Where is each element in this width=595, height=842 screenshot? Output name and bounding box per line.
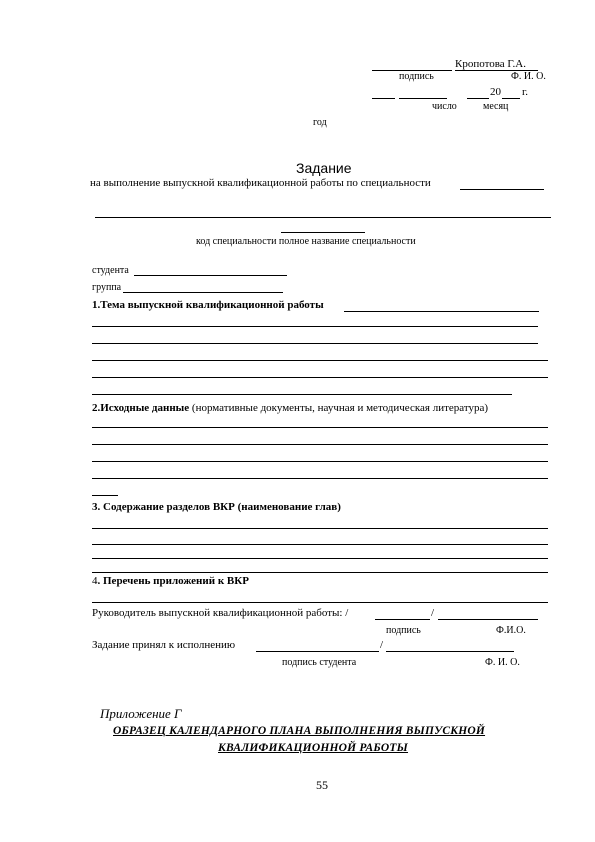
page-number: 55	[316, 778, 328, 792]
specialty-inline-line	[460, 189, 544, 190]
approval-podpis-caption: подпись	[399, 71, 434, 82]
accepted-fio-line	[386, 651, 514, 652]
specialty-full-line	[95, 217, 551, 218]
approval-year-prefix-line	[467, 98, 489, 99]
supervisor-fio-line	[438, 619, 538, 620]
group-line	[123, 292, 283, 293]
approval-year-prefix: 20	[490, 86, 501, 98]
approval-god-caption: год	[313, 117, 327, 128]
specialty-caption: код специальности полное название специальности	[196, 236, 416, 247]
supervisor-podpis-caption: подпись	[386, 625, 421, 636]
appendix-title-line-2: КВАЛИФИКАЦИОННОЙ РАБОТЫ	[218, 742, 409, 754]
section-4-number: 4	[92, 575, 98, 587]
page-title: Задание	[296, 160, 352, 176]
approval-day-line	[372, 98, 395, 99]
page-subtitle: на выполнение выпускной квалификационной работы по специальности	[90, 177, 431, 189]
section-1-line-2	[92, 343, 538, 344]
section-3-title: 3. Содержание разделов ВКР (наименование глав)	[92, 501, 341, 513]
supervisor-sep: /	[431, 607, 435, 619]
section-2-note: (нормативные документы, научная и методическая литература)	[191, 402, 489, 414]
student-podpis-caption: подпись студента	[282, 657, 357, 668]
student-fio-caption: Ф. И. О.	[485, 657, 520, 668]
accepted-sep: /	[380, 639, 384, 651]
accepted-label: Задание принял к исполнению	[92, 639, 236, 651]
supervisor-signature-line	[375, 619, 430, 620]
approval-fio-caption: Ф. И. О.	[511, 71, 546, 82]
appendix-title-line-1: ОБРАЗЕЦ КАЛЕНДАРНОГО ПЛАНА ВЫПОЛНЕНИЯ ВЫПУСКНОЙ	[113, 725, 486, 737]
approval-year-suffix-line	[502, 98, 520, 99]
approval-name: Кропотова Г.А.	[455, 58, 526, 70]
section-4-title: . Перечень приложений к ВКР	[97, 575, 249, 587]
section-1-line-4	[92, 377, 548, 378]
section-2-line-5	[92, 495, 118, 496]
section-3-line-1	[92, 528, 548, 529]
supervisor-label: Руководитель выпускной квалификационной работы: /	[92, 607, 349, 619]
section-2-line-3	[92, 461, 548, 462]
approval-month-line	[399, 98, 447, 99]
approval-year-letter: г.	[522, 86, 529, 98]
section-3-line-3	[92, 558, 548, 559]
student-label: студента	[92, 265, 129, 276]
section-1-line-5	[92, 394, 512, 395]
section-2-line-1	[92, 427, 548, 428]
approval-chislo-caption: число	[432, 101, 457, 112]
section-1-title: 1.Тема выпускной квалификационной работы	[92, 299, 324, 311]
group-label: группа	[92, 282, 122, 293]
section-4-heading	[92, 575, 249, 587]
section-2-title: 2.Исходные данные	[92, 402, 190, 414]
accepted-signature-line	[256, 651, 379, 652]
section-4-line-1	[92, 602, 548, 603]
section-1-title-line	[344, 311, 539, 312]
section-2-line-2	[92, 444, 548, 445]
appendix-label: Приложение Г	[100, 706, 182, 721]
section-3-line-2	[92, 544, 548, 545]
supervisor-fio-caption: Ф.И.О.	[496, 625, 526, 636]
section-2-line-4	[92, 478, 548, 479]
approval-mesyats-caption: месяц	[483, 101, 509, 112]
student-line	[134, 275, 287, 276]
specialty-code-line	[281, 232, 365, 233]
section-2-heading	[92, 402, 488, 414]
section-1-line-3	[92, 360, 548, 361]
section-3-line-4	[92, 572, 548, 573]
section-1-line-1	[92, 326, 538, 327]
